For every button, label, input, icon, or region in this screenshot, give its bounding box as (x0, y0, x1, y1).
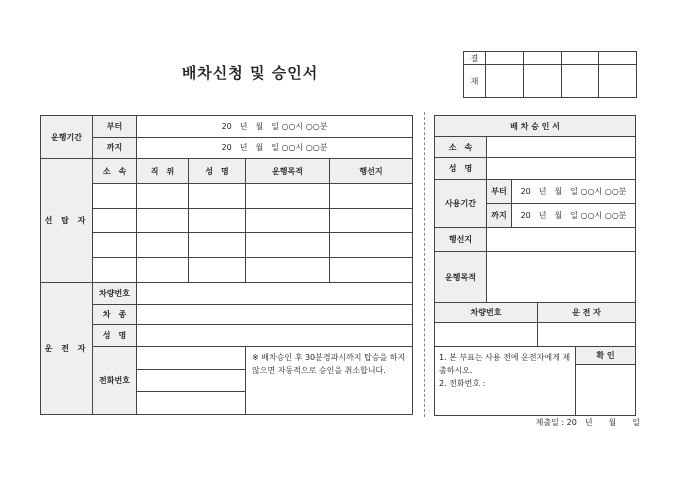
vehicle-driver-table (434, 302, 636, 416)
to-label: 까지 (93, 137, 137, 159)
passenger-cell[interactable] (330, 258, 413, 283)
passenger-header: 행선지 (330, 159, 413, 184)
passenger-cell[interactable] (137, 258, 189, 283)
affiliation-value[interactable] (487, 137, 636, 158)
approval-box (463, 51, 637, 98)
page-title: 배차신청 및 승인서 (181, 64, 319, 82)
usage-period-label: 사용기간 (435, 180, 487, 228)
phone-value[interactable] (137, 346, 246, 369)
passenger-cell[interactable] (137, 233, 189, 258)
passenger-cell[interactable] (93, 258, 137, 283)
passenger-cell[interactable] (330, 208, 413, 233)
approval-cell[interactable] (486, 65, 524, 98)
passenger-cell[interactable] (189, 233, 246, 258)
usage-to-label: 까지 (487, 204, 512, 228)
notes (435, 347, 576, 416)
from-label: 부터 (93, 116, 137, 138)
from-value[interactable]: 20 년 월 일 ○○시 ○○분 (137, 116, 413, 138)
passenger-cell[interactable] (330, 233, 413, 258)
passenger-header: 소 속 (93, 159, 137, 184)
passenger-cell[interactable] (246, 258, 330, 283)
passenger-cell[interactable] (246, 208, 330, 233)
right-vehicle-no-value[interactable] (435, 323, 538, 347)
passenger-cell[interactable] (189, 184, 246, 209)
passenger-cell[interactable] (137, 208, 189, 233)
approval-cell[interactable] (486, 52, 524, 65)
phone-value[interactable] (137, 369, 246, 392)
passenger-cell[interactable] (93, 233, 137, 258)
application-form (40, 115, 413, 415)
approval-cell[interactable] (561, 52, 599, 65)
approval-label-bottom: 재 (464, 65, 486, 98)
confirm-cell[interactable] (576, 365, 636, 416)
period-label: 운행기간 (41, 116, 93, 159)
right-vehicle-no-label: 차량번호 (435, 303, 538, 323)
passenger-label: 선 탑 자 (41, 159, 93, 283)
note-1: 1. 본 부표는 사용 전에 운전자에게 제출하시오. (439, 353, 571, 375)
vehicle-no-value[interactable] (137, 282, 413, 304)
usage-from-value[interactable]: 20 년 월 일 ○○시 ○○분 (512, 180, 636, 204)
approval-cell[interactable] (599, 65, 637, 98)
affiliation-label: 소 속 (435, 137, 487, 158)
vehicle-type-label: 차 종 (93, 304, 137, 325)
passenger-cell[interactable] (93, 184, 137, 209)
approval-header: 배 차 승 인 서 (435, 116, 636, 137)
usage-to-value[interactable]: 20 년 월 일 ○○시 ○○분 (512, 204, 636, 228)
destination-label: 행선지 (435, 228, 487, 252)
right-driver-label: 운 전 자 (538, 303, 636, 323)
phone-label: 전화번호 (93, 346, 137, 414)
passenger-cell[interactable] (189, 208, 246, 233)
driver-name-label: 성 명 (93, 325, 137, 347)
name-value[interactable] (487, 158, 636, 180)
vehicle-type-value[interactable] (137, 304, 413, 325)
purpose-value[interactable] (487, 252, 636, 303)
note-2: 2. 전화번호 : (439, 379, 486, 388)
approval-cell[interactable] (523, 65, 561, 98)
passenger-header: 성 명 (189, 159, 246, 184)
approval-label-top: 결 (464, 52, 486, 65)
destination-value[interactable] (487, 228, 636, 252)
to-value[interactable]: 20 년 월 일 ○○시 ○○분 (137, 137, 413, 159)
phone-value[interactable] (137, 392, 246, 415)
passenger-header: 직 위 (137, 159, 189, 184)
approval-form (434, 115, 636, 303)
approval-cell[interactable] (561, 65, 599, 98)
driver-label: 운 전 자 (41, 282, 93, 414)
submit-date: 제출일 : 20 년 월 일 (535, 418, 640, 427)
approval-cell[interactable] (523, 52, 561, 65)
passenger-cell[interactable] (246, 233, 330, 258)
driver-name-value[interactable] (137, 325, 413, 347)
approval-cell[interactable] (599, 52, 637, 65)
right-driver-value[interactable] (538, 323, 636, 347)
passenger-cell[interactable] (137, 184, 189, 209)
cut-line (424, 112, 425, 417)
passenger-cell[interactable] (330, 184, 413, 209)
passenger-header: 운행목적 (246, 159, 330, 184)
vehicle-no-label: 차량번호 (93, 282, 137, 304)
passenger-cell[interactable] (189, 258, 246, 283)
passenger-cell[interactable] (246, 184, 330, 209)
name-label: 성 명 (435, 158, 487, 180)
notice-text: ※ 배차승인 후 30분경과시까지 탑승을 하지 않으면 자동적으로 승인을 취소합니다. (246, 346, 413, 414)
confirm-label: 확 인 (576, 347, 636, 365)
usage-from-label: 부터 (487, 180, 512, 204)
passenger-cell[interactable] (93, 208, 137, 233)
purpose-label: 운행목적 (435, 252, 487, 303)
